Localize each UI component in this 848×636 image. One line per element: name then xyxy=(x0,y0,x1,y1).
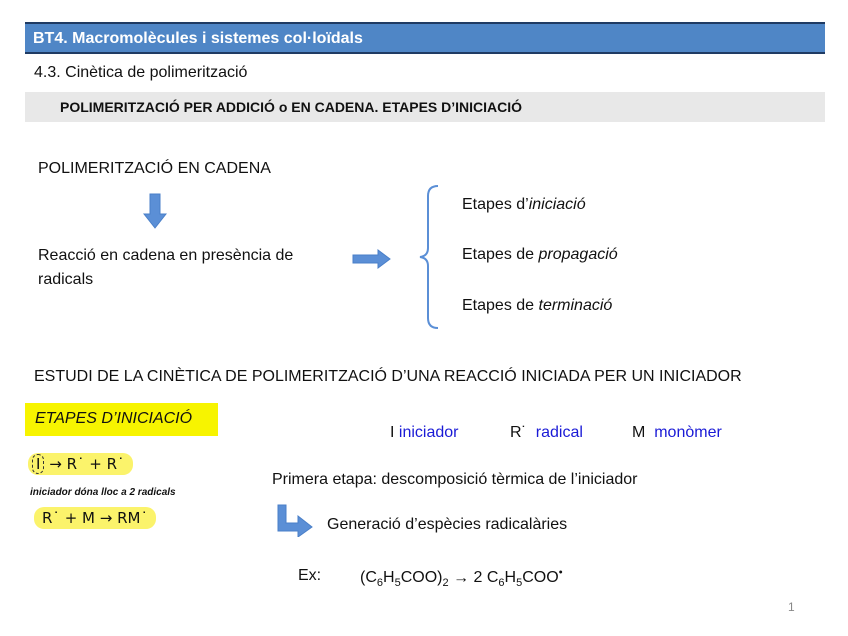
header-bar xyxy=(25,22,825,54)
page-number: 1 xyxy=(788,600,795,614)
header-title: BT4. Macromolècules i sistemes col·loïdals xyxy=(33,30,363,47)
arrow-icon: → xyxy=(453,569,470,587)
generation-text: Generació d’espècies radicalàries xyxy=(327,516,568,533)
handwritten-equation-1: I → R˙ + R˙ xyxy=(28,455,133,473)
legend-monomer: M monòmer xyxy=(632,424,722,441)
arrow-down-icon xyxy=(143,192,167,232)
stage-termination: Etapes de terminació xyxy=(462,297,613,314)
example-formula xyxy=(360,567,563,590)
example-product: 2 $C_6H_5COO^•$ xyxy=(473,567,563,590)
arrow-icon: → xyxy=(49,455,62,473)
chain-reaction-text: Reacció en cadena en presència de radicals xyxy=(38,247,294,288)
subtitle: 4.3. Cinètica de polimerització xyxy=(34,64,248,81)
stage-initiation: Etapes d’iniciació xyxy=(462,196,586,213)
initiation-label-text: ETAPES D’INICIACIÓ xyxy=(35,410,193,427)
chain-title: POLIMERITZACIÓ EN CADENA xyxy=(38,160,271,177)
section-band xyxy=(25,92,825,122)
example-label: Ex: xyxy=(298,567,322,584)
stage-propagation: Etapes de propagació xyxy=(462,246,618,263)
handwritten-note: iniciador dóna lloc a 2 radicals xyxy=(30,487,176,498)
section-band-text: POLIMERITZACIÓ PER ADDICIÓ o EN CADENA. ETAPES D’INICIACIÓ xyxy=(60,99,523,115)
bent-arrow-icon xyxy=(276,503,316,537)
curly-brace-icon xyxy=(418,184,442,330)
study-title: ESTUDI DE LA CINÈTICA DE POLIMERITZACIÓ D’UNA REACCIÓ INICIADA PER UN INICIADOR xyxy=(34,368,742,385)
handwritten-equation-2: R˙ + M → RM˙ xyxy=(34,509,156,527)
legend-initiator: I iniciador xyxy=(390,424,459,441)
example-reactant: $(C_6H_5COO)_2$ xyxy=(360,569,449,590)
arrow-icon: → xyxy=(99,509,113,527)
initiation-label xyxy=(25,403,218,436)
first-stage-text: Primera etapa: descomposició tèrmica de l’iniciador xyxy=(272,471,638,488)
arrow-right-icon xyxy=(352,249,392,269)
legend-radical: R˙ radical xyxy=(510,424,583,441)
